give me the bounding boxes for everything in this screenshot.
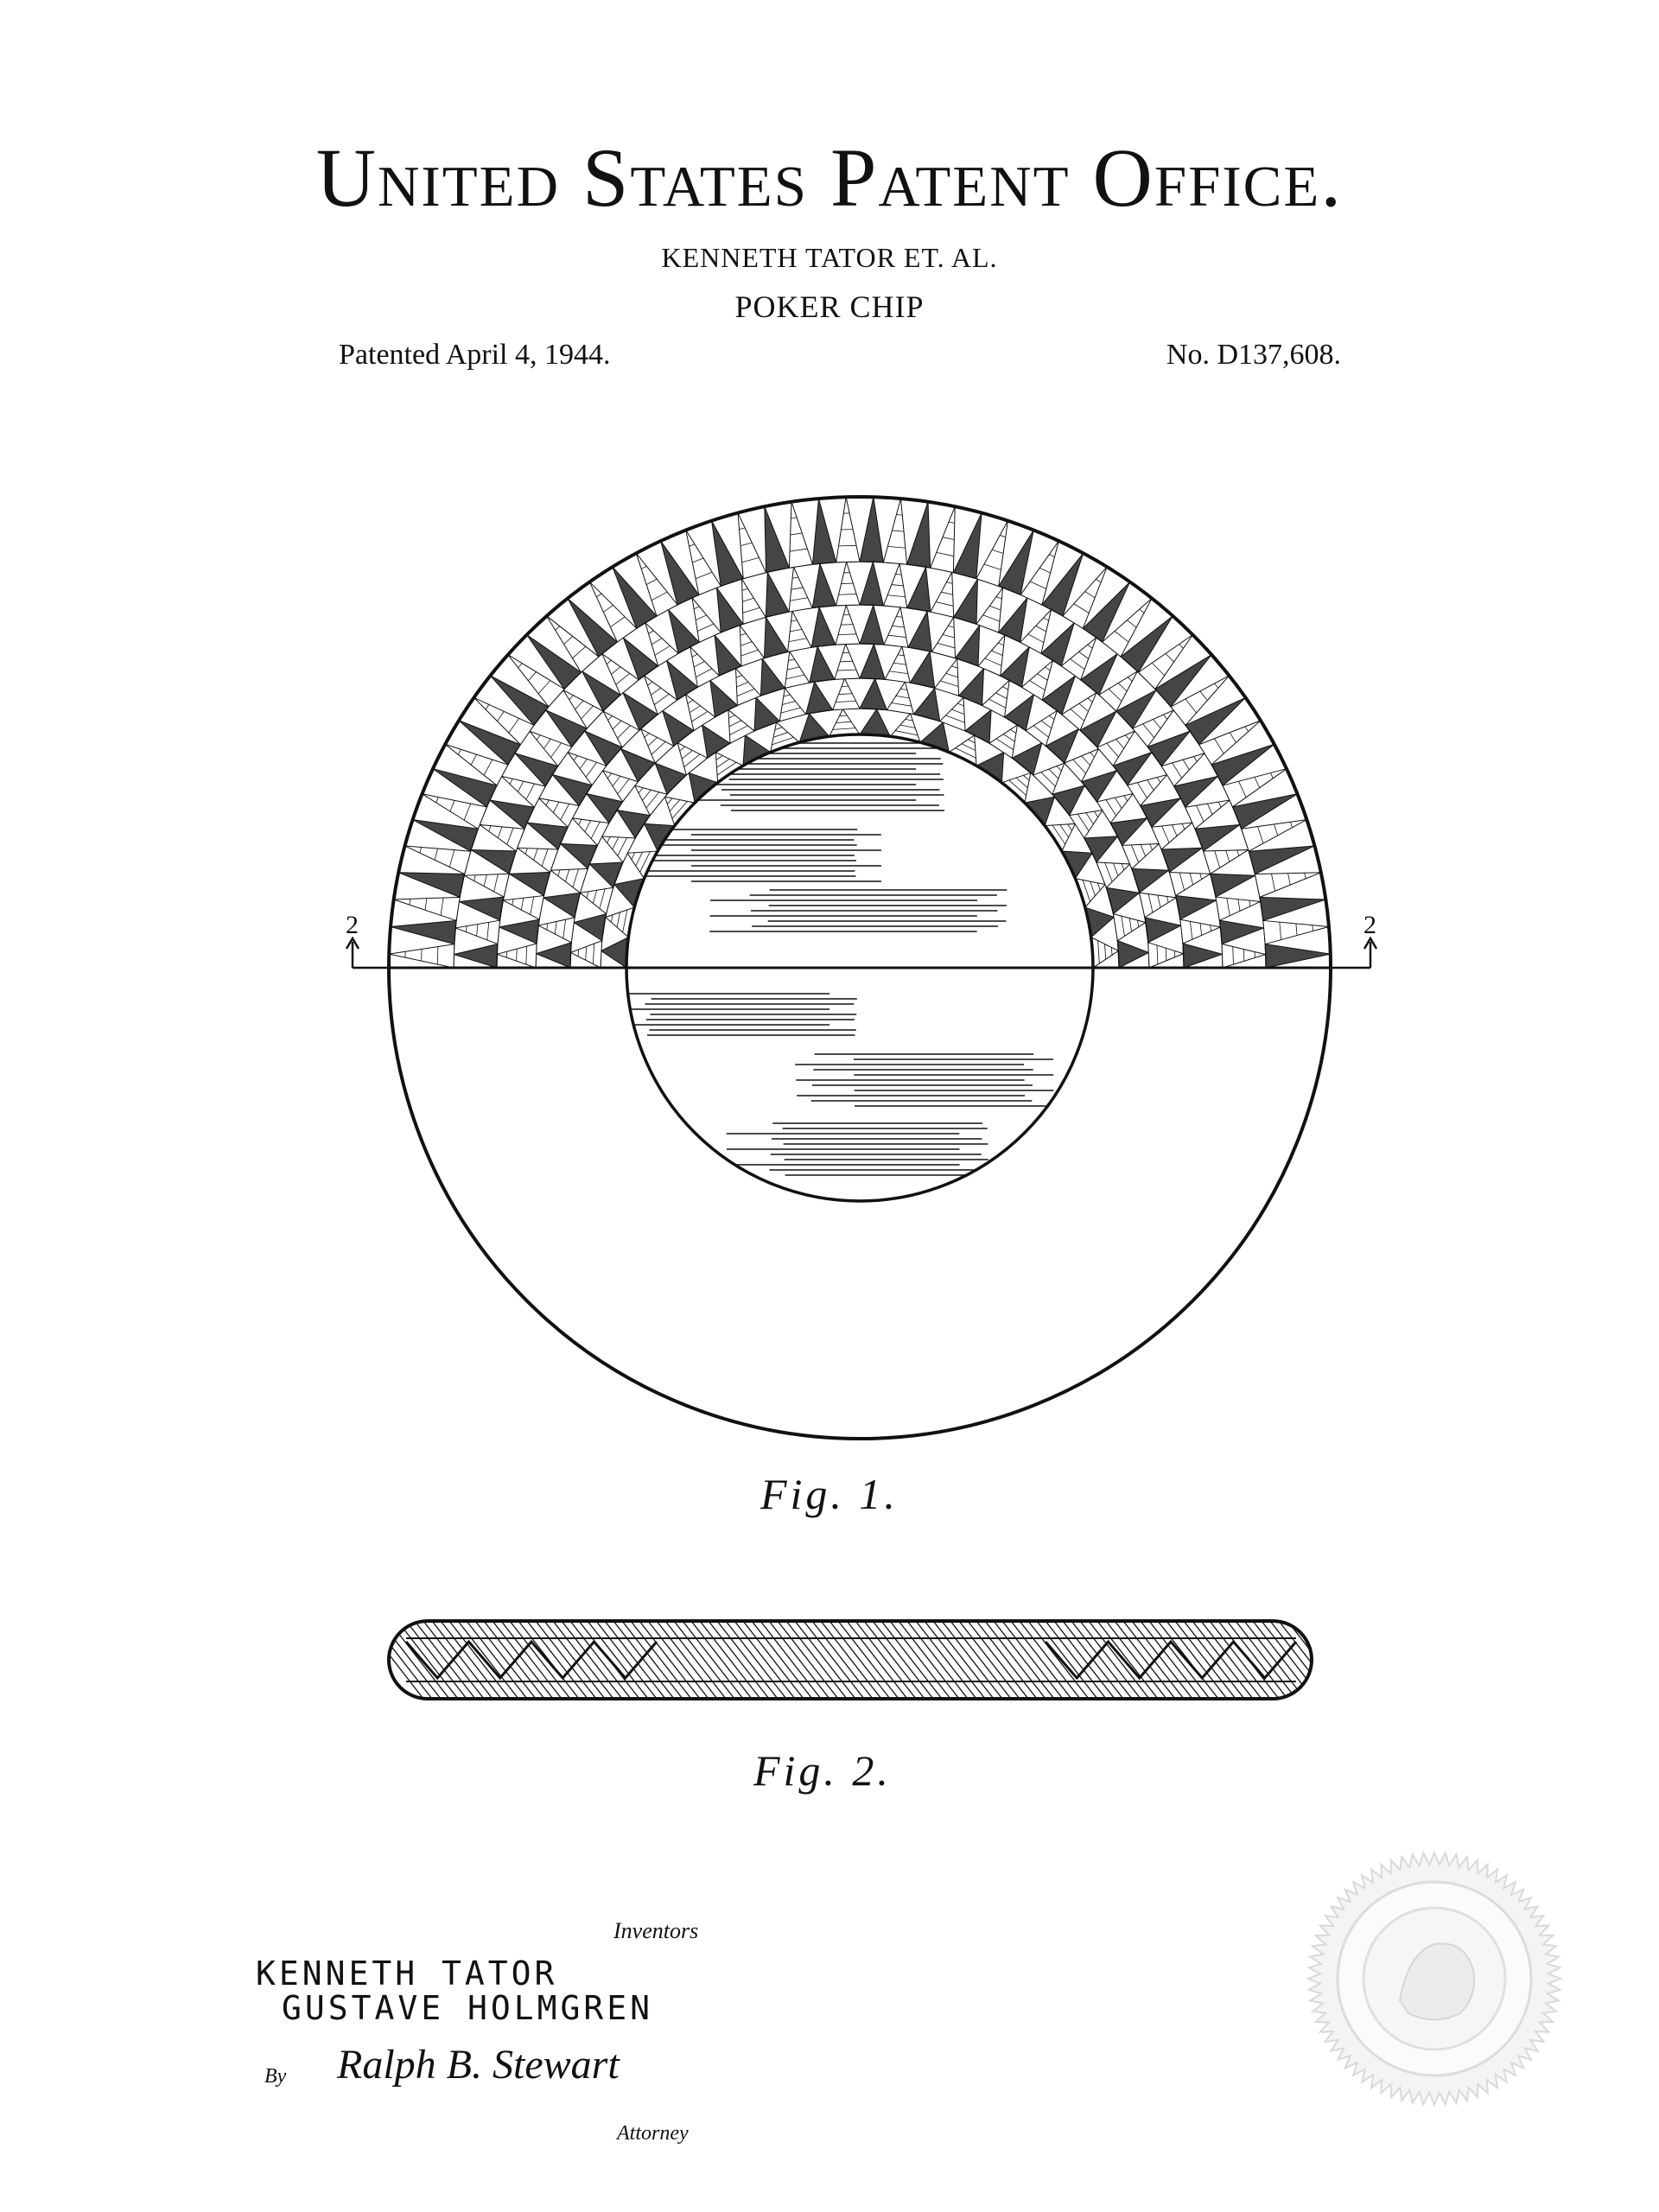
by-word: By <box>264 2065 287 2088</box>
section-marker-left: 2 <box>346 911 359 939</box>
figure-2-label: Fig. 2. <box>753 1746 892 1795</box>
figure-2-drawing <box>0 1607 1659 1728</box>
figure-1-label: Fig. 1. <box>760 1470 899 1518</box>
inventor-name-1: KENNETH TATOR <box>256 1955 558 1993</box>
edge-hatching <box>363 1621 1400 1699</box>
inventor-line: KENNETH TATOR ET. AL. <box>661 242 998 273</box>
inventor-name-2: GUSTAVE HOLMGREN <box>282 1989 654 2027</box>
section-marker-right: 2 <box>1363 911 1376 939</box>
embossed-seal <box>1305 1849 1564 2108</box>
patent-date: Patented April 4, 1944. <box>339 339 611 371</box>
patent-number: No. D137,608. <box>1166 339 1341 371</box>
figure-1-drawing <box>0 484 1659 1452</box>
office-title: United States Patent Office. <box>315 131 1344 224</box>
patent-subject: POKER CHIP <box>734 289 925 324</box>
inventors-caption: Inventors <box>613 1918 699 1943</box>
attorney-signature: Ralph B. Stewart <box>337 2042 620 2088</box>
attorney-caption: Attorney <box>617 2122 689 2145</box>
center-shading <box>596 743 1053 1175</box>
chip-geometry <box>346 497 1376 1439</box>
